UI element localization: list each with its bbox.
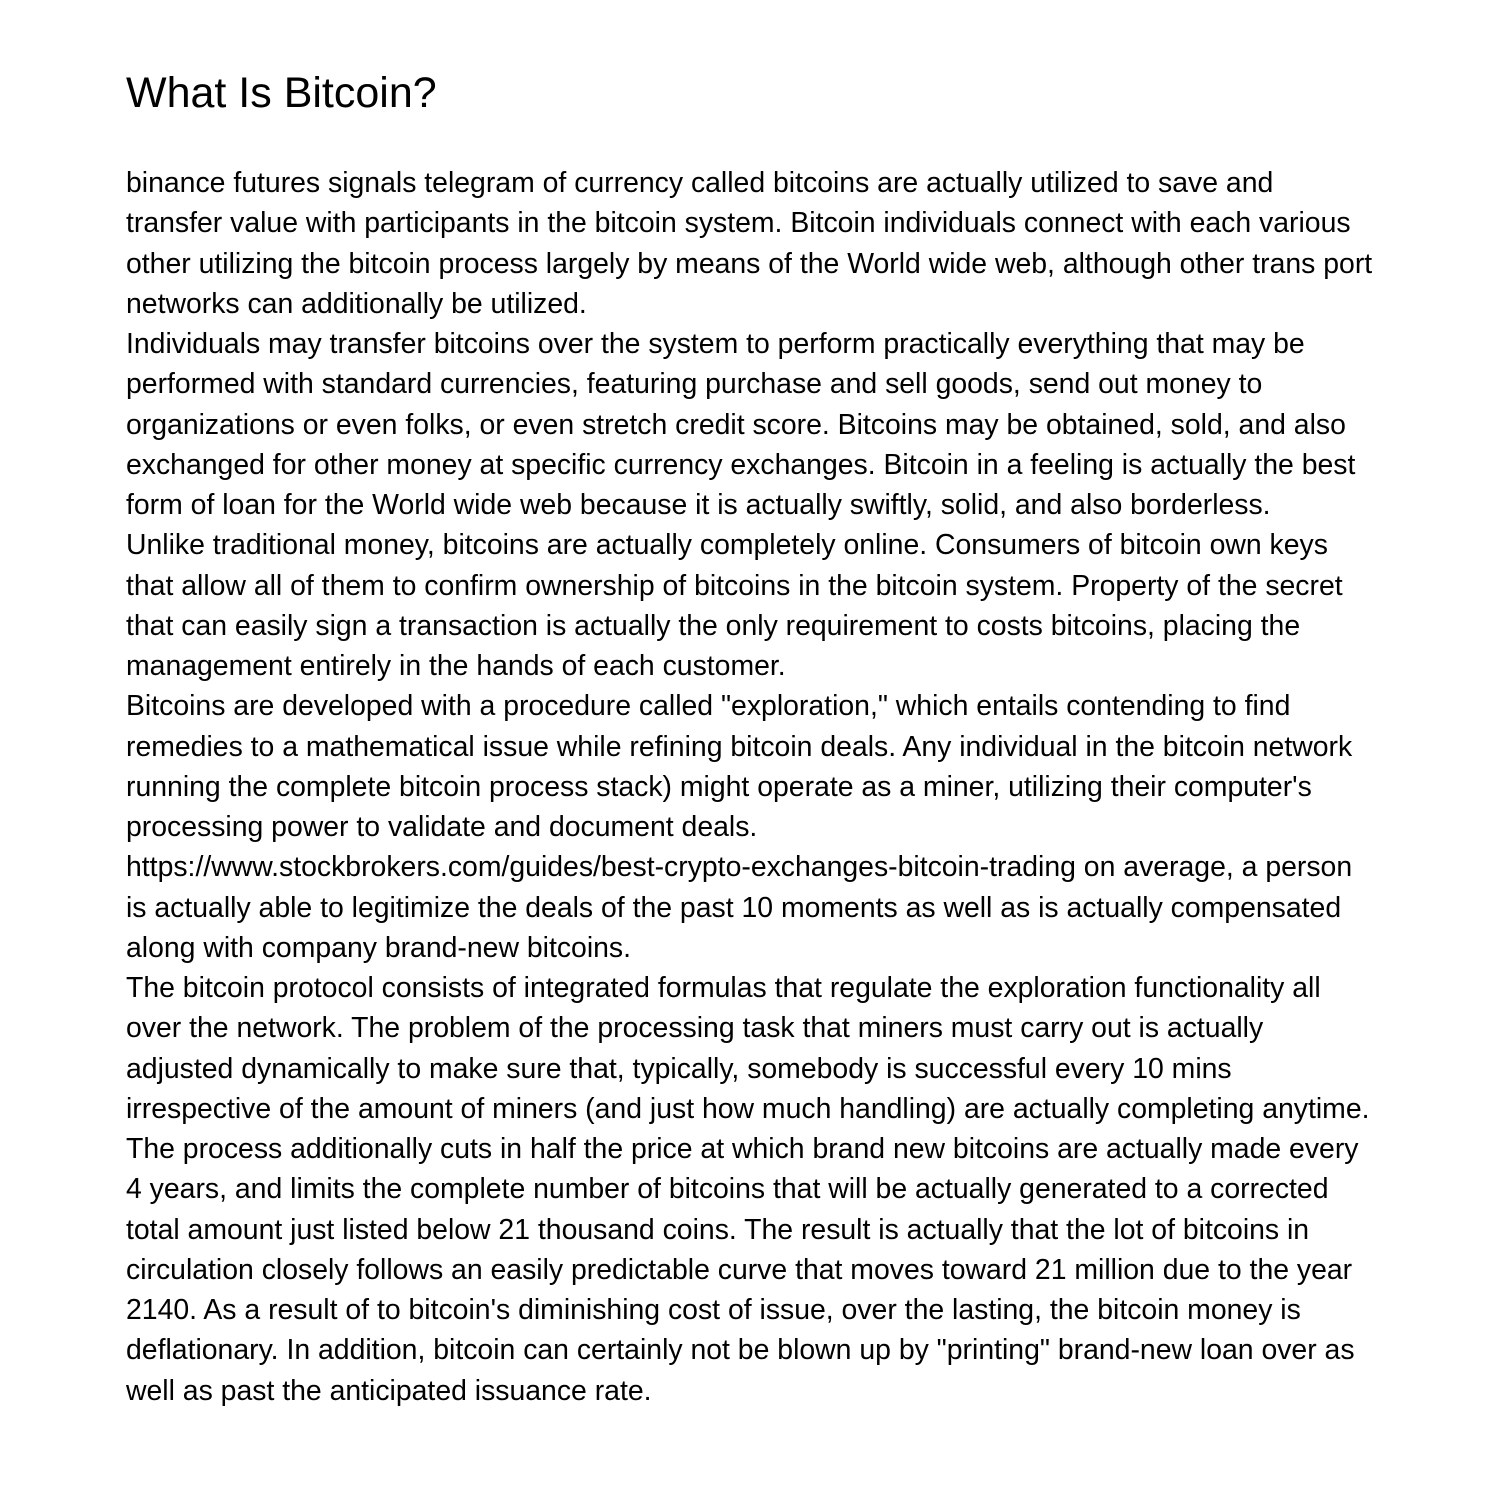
page-title: What Is Bitcoin?	[126, 69, 437, 117]
paragraph-miner-reward: https://www.stockbrokers.com/guides/best-crypto-exchanges-bitcoin-trading on average, a person is actually able to legitimize the deals of the past 10 moments as well as is actually compensated along with company brand-new bitcoins.	[126, 851, 1353, 964]
paragraph-issuance: The process additionally cuts in half the price at which brand new bitcoins are actually made every 4 years, and limits the complete number of bitcoins that will be actually generated to a corrected total amount just listed below 21 thousand coins. The result is actually that the lot of bitcoins in circulation closely follows an easily predictable curve that moves toward 21 million due to the year 2140. As a result of to bitcoin's diminishing cost of issue, over the lasting, the bitcoin money is deflationary. In addition, bitcoin can certainly not be blown up by "printing" brand-new loan over as well as past the anticipated issuance rate.	[126, 1133, 1359, 1407]
paragraph-keys: Unlike traditional money, bitcoins are actually completely online. Consumers of bitcoin own keys that allow all of them to confirm ownership of bitcoins in the bitcoin system. Property of the secret that can easily sign a transaction is actually the only requirement to costs bitcoins, placing the management entirely in the hands of each customer.	[126, 529, 1343, 682]
paragraph-usage: Individuals may transfer bitcoins over the system to perform practically everything that may be performed with standard currencies, featuring purchase and sell goods, send out money to organizations or even folks, or even stretch credit score. Bitcoins may be obtained, sold, and also exchanged for other money at specific currency exchanges. Bitcoin in a feeling is actually the best form of loan for the World wide web because it is actually swiftly, solid, and also borderless.	[126, 328, 1356, 521]
paragraph-mining: Bitcoins are developed with a procedure called "exploration," which entails contending to find remedies to a mathematical issue while refining bitcoin deals. Any individual in the bitcoin network running the complete bitcoin process stack) might operate as a miner, utilizing their computer's processing power to validate and document deals.	[126, 690, 1353, 843]
article-body	[126, 163, 1376, 1411]
paragraph-difficulty: The bitcoin protocol consists of integrated formulas that regulate the exploration functionality all over the network. The problem of the processing task that miners must carry out is actually adjusted dynamically to make sure that, typically, somebody is successful every 10 mins irrespective of the amount of miners (and just how much handling) are actually completing anytime.	[126, 972, 1370, 1125]
paragraph-intro: binance futures signals telegram of currency called bitcoins are actually utilized to save and transfer value with participants in the bitcoin system. Bitcoin individuals connect with each various other utilizing the bitcoin process largely by means of the World wide web, although other trans port networks can additionally be utilized.	[126, 167, 1373, 320]
